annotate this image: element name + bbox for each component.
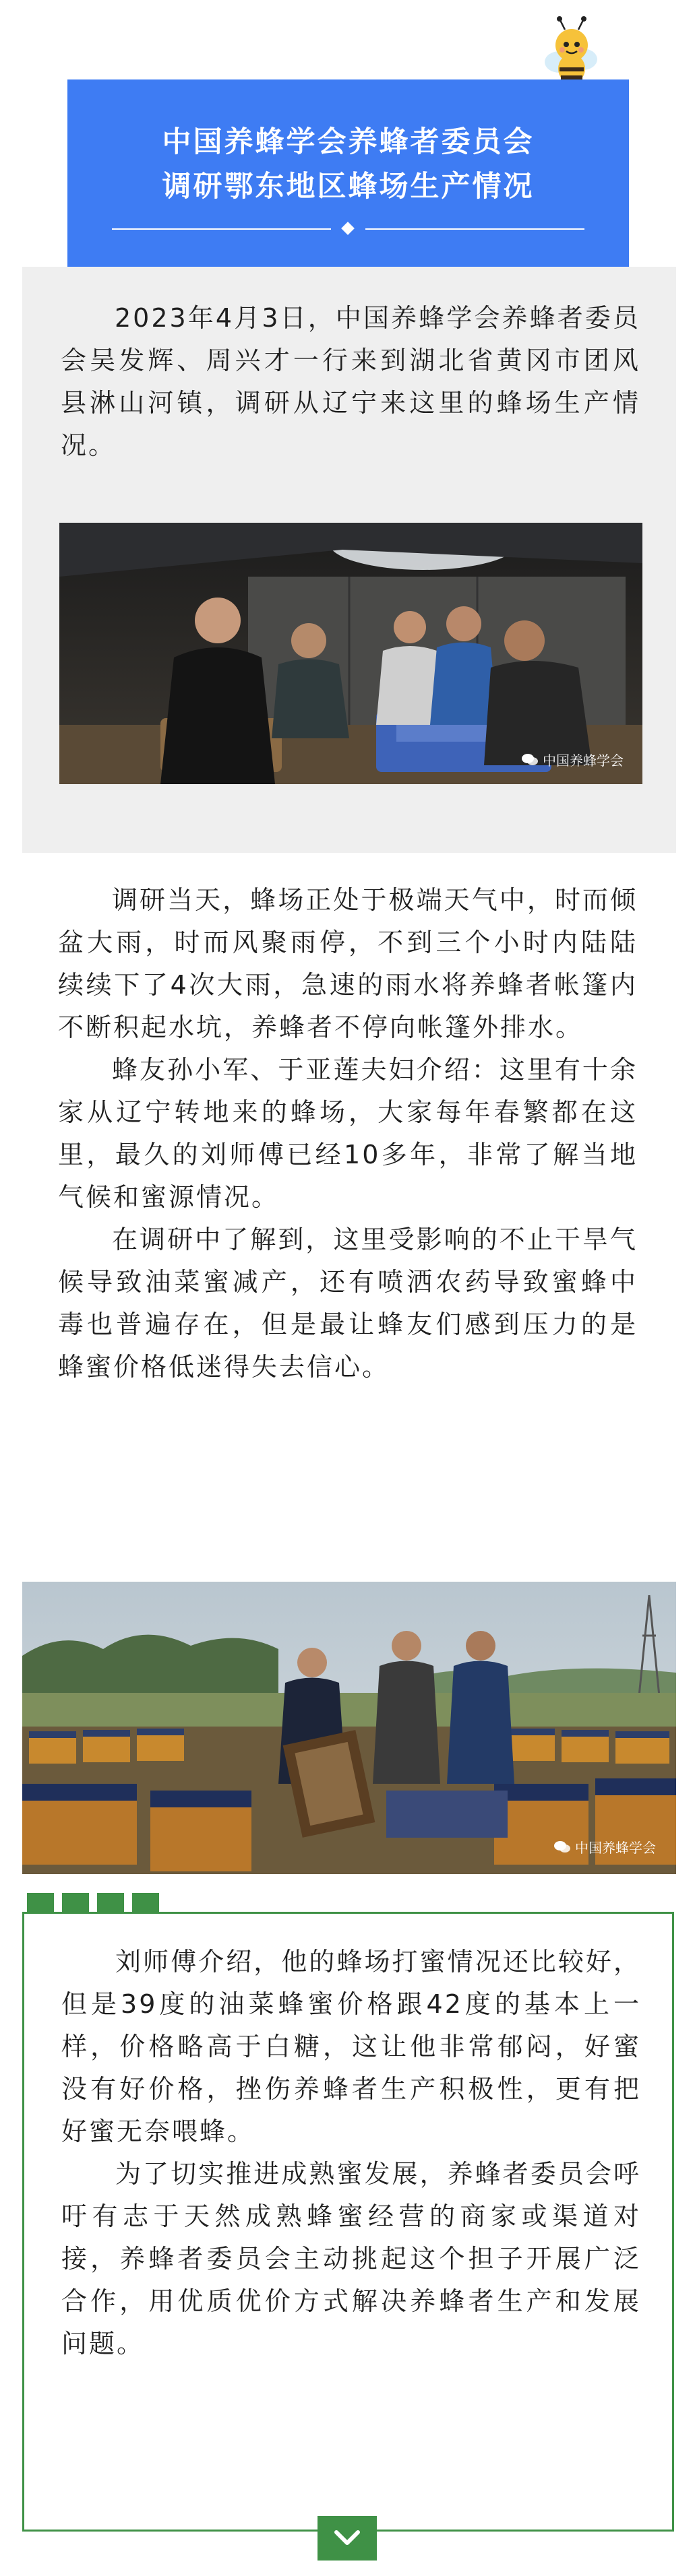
intro-paragraph: 2023年4月3日，中国养蜂学会养蜂者委员会吴发辉、周兴才一行来到湖北省黄冈市团风县淋山河镇，调研从辽宁来这里的蜂场生产情况。: [61, 303, 640, 460]
watermark-text: 中国养蜂学会: [575, 1840, 656, 1856]
chevron-down-icon: [332, 2528, 362, 2548]
divider-left: [112, 228, 331, 230]
paragraph-weather: 调研当天，蜂场正处于极端天气中，时而倾盆大雨，时而风聚雨停，不到三个小时内陆陆续续下了4次大雨，急速的雨水将养蜂者帐篷内不断积起水坑，养蜂者不停向帐篷外排水。: [58, 885, 638, 1042]
paragraph-couple: 蜂友孙小军、于亚莲夫妇介绍：这里有十余家从辽宁转地来的蜂场，大家每年春繁都在这里，最久的刘师傅已经10多年，非常了解当地气候和蜜源情况。: [58, 1055, 638, 1212]
tent-meeting-photo: [59, 523, 642, 784]
photo-watermark: [521, 750, 624, 769]
paragraph-findings: 在调研中了解到，这里受影响的不止干旱气候导致油菜蜜减产，还有喷洒农药导致蜜蜂中毒也普遍存在，但是最让蜂友们感到压力的是蜂蜜价格低迷得失去信心。: [58, 1225, 638, 1382]
tent-meeting-image: [59, 523, 642, 784]
paragraph-price: 刘师傅介绍，他的蜂场打蜜情况还比较好，但是39度的油菜蜂蜜价格跟42度的基本上一样，价格略高于白糖，这让他非常郁闷，好蜜没有好价格，挫伤养蜂者生产积极性，更有把好蜜无奈喂蜂。: [61, 1947, 641, 2146]
apiary-image: [22, 1582, 676, 1874]
paragraph-appeal: 为了切实推进成熟蜜发展，养蜂者委员会呼吁有志于天然成熟蜂蜜经营的商家或渠道对接，养蜂者委员会主动挑起这个担子开展广泛合作，用优质优价方式解决养蜂者生产和发展问题。: [61, 2159, 641, 2358]
photo-watermark: [553, 1837, 656, 1857]
scroll-down-button[interactable]: [318, 2516, 377, 2561]
tab-block: [97, 1893, 124, 1912]
green-tab-decoration: [27, 1893, 159, 1912]
wechat-icon: [553, 1840, 571, 1855]
page-title-line1: 中国养蜂学会养蜂者委员会: [162, 125, 535, 159]
apiary-photo: [22, 1582, 676, 1874]
conclusion-text: [61, 1941, 641, 2365]
tab-block: [27, 1893, 54, 1912]
diamond-icon: [341, 222, 355, 235]
divider-right: [365, 228, 584, 230]
tab-block: [62, 1893, 89, 1912]
page-title-line2: 调研鄂东地区蜂场生产情况: [162, 170, 535, 203]
conclusion-card: [22, 1912, 674, 2532]
survey-section: [58, 879, 638, 1388]
tab-block: [132, 1893, 159, 1912]
watermark-text: 中国养蜂学会: [543, 752, 624, 769]
header-banner: [67, 79, 629, 267]
wechat-icon: [521, 752, 539, 767]
bee-mascot-icon: [533, 15, 607, 89]
intro-card: [22, 267, 676, 853]
